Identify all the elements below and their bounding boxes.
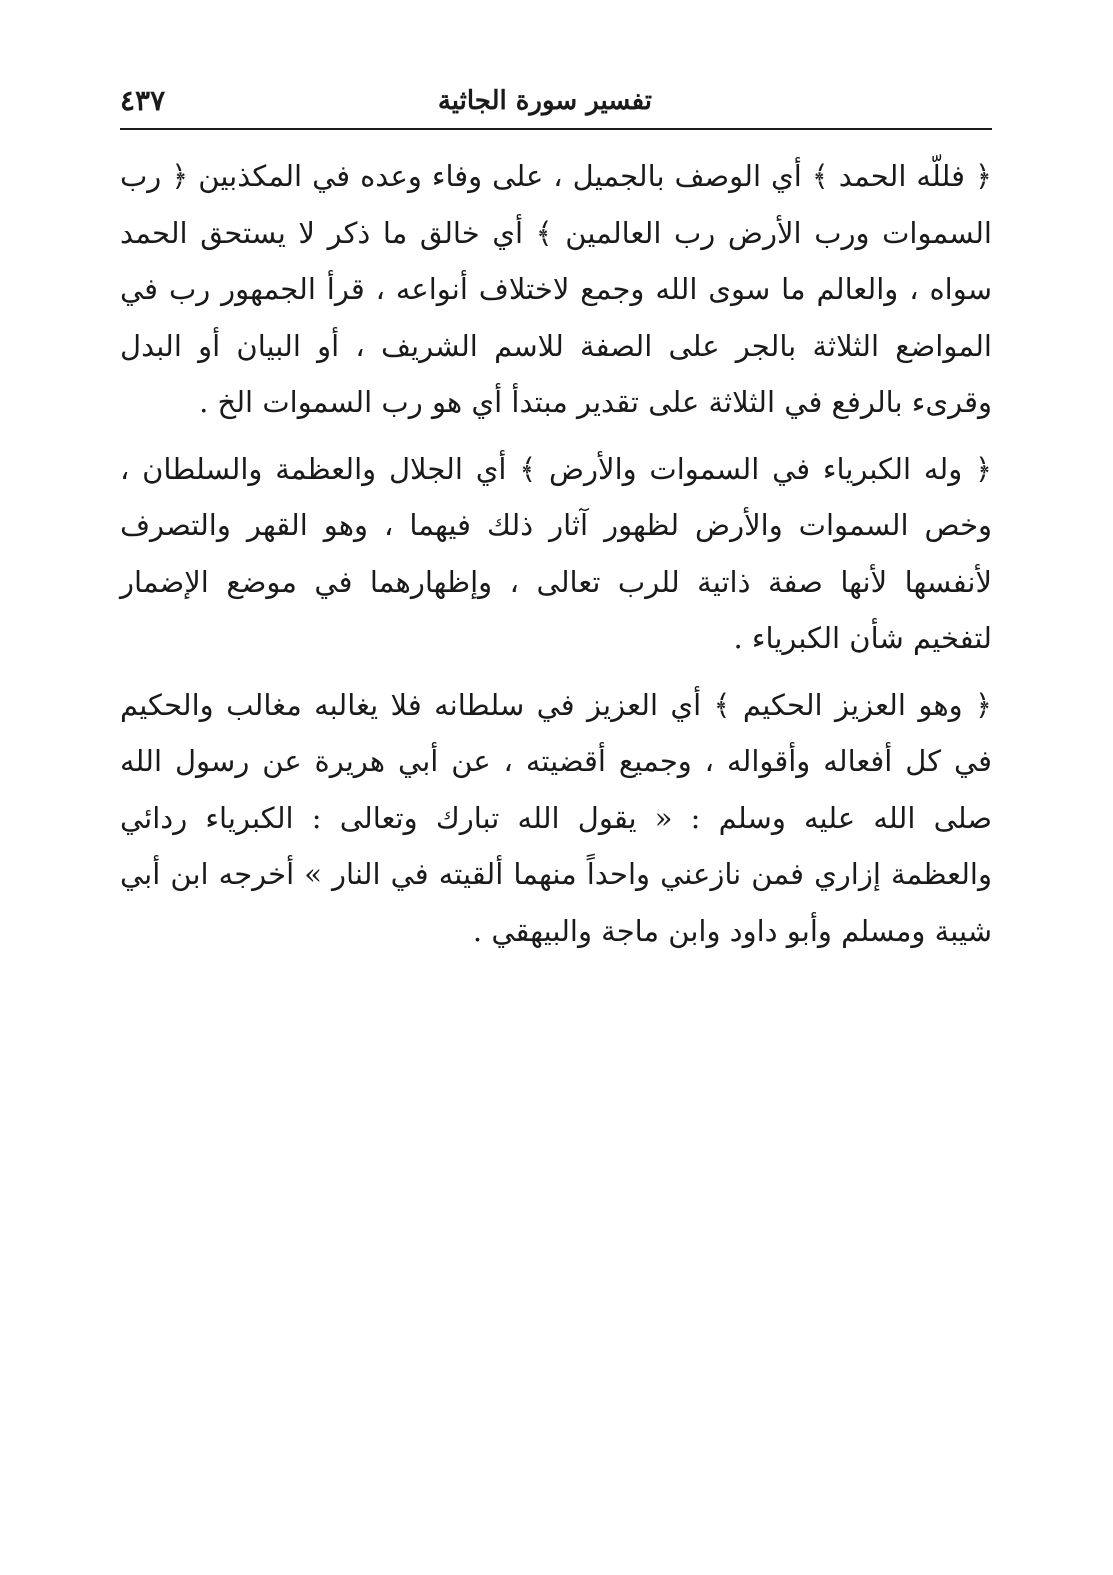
paragraph-1: ﴿ فللّه الحمد ﴾ أي الوصف بالجميل ، على وفاء وعده في المكذبين ﴿ رب السموات ورب الأرض رب العالمين ﴾ أي خالق ما ذكر لا يستحق الحمد سواه ، والعالم ما سوى الله وجمع لاختلاف أنواعه ، قرأ الجمهور رب في المواضع الثلاثة بالجر على الصفة للاسم الشريف ، أو البيان أو البدل وقرىء بالرفع في الثلاثة على تقدير مبتدأ أي هو رب السموات الخ . bbox=[120, 159, 992, 419]
running-title: تفسير سورة الجاثية bbox=[437, 86, 652, 116]
body-text bbox=[120, 148, 992, 969]
page-number: ٤٣٧ bbox=[120, 84, 166, 117]
paragraph-3: ﴿ وهو العزيز الحكيم ﴾ أي العزيز في سلطانه فلا يغالبه مغالب والحكيم في كل أفعاله وأقواله ، وجميع أقضيته ، عن أبي هريرة عن رسول الله صلى الله عليه وسلم : « يقول الله تبارك وتعالى : الكبرياء ردائي والعظمة إزاري فمن نازعني واحداً منهما ألقيته في النار » أخرجه ابن أبي شيبة ومسلم وأبو داود وابن ماجة والبيهقي . bbox=[120, 687, 992, 948]
paragraph-2: ﴿ وله الكبرياء في السموات والأرض ﴾ أي الجلال والعظمة والسلطان ، وخص السموات والأرض لظهور آثار ذلك فيهما ، وهو القهر والتصرف لأنفسها لأنها صفة ذاتية للرب تعالى ، وإظهارهما في موضع الإضمار لتفخيم شأن الكبرياء . bbox=[120, 451, 992, 655]
page-header bbox=[120, 78, 992, 128]
header-divider bbox=[120, 128, 992, 130]
